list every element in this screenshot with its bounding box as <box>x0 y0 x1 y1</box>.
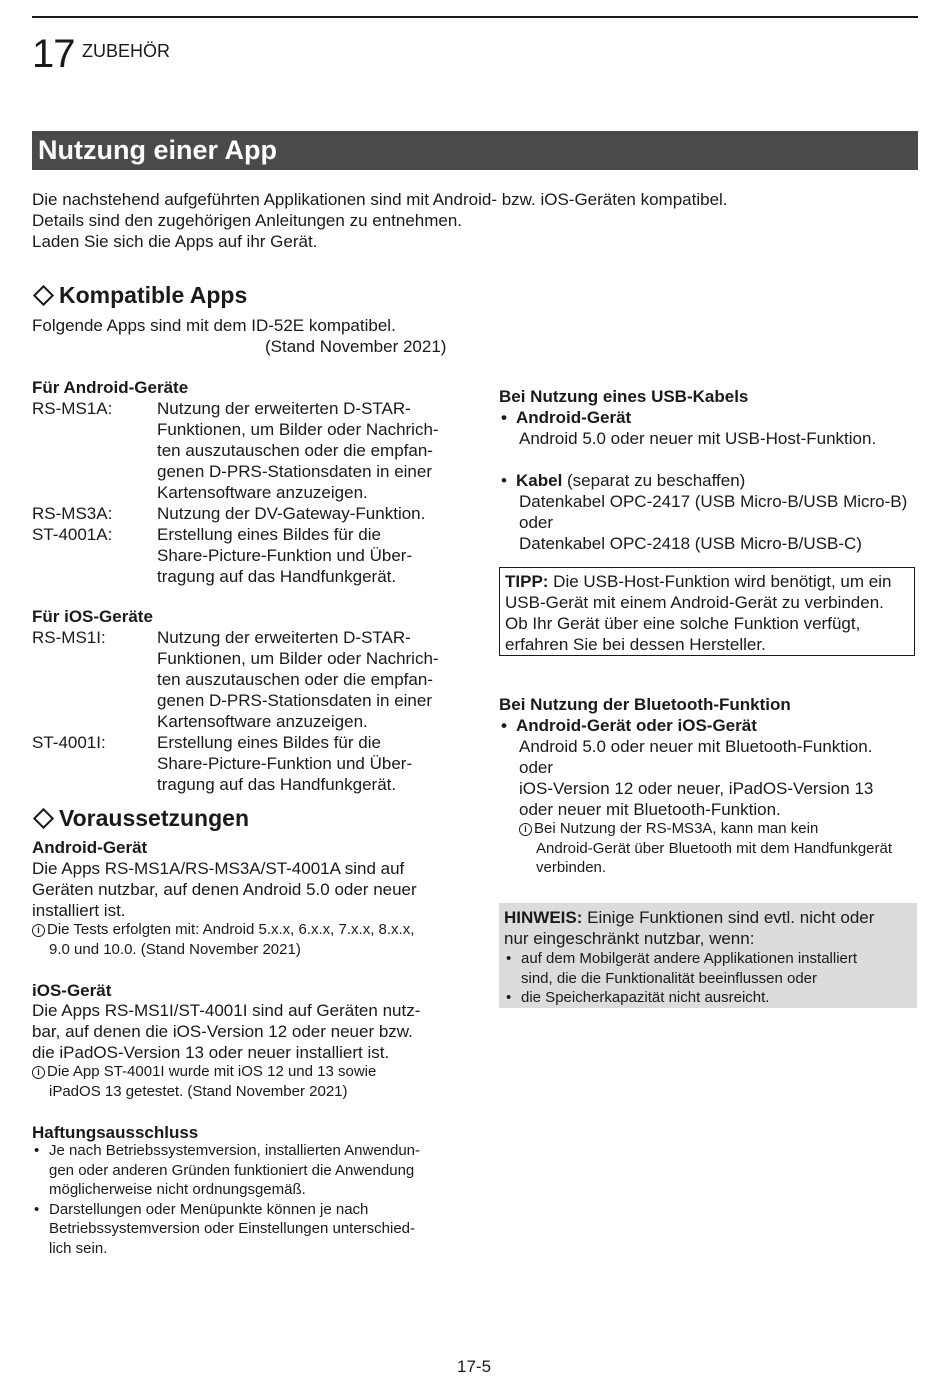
hinweis-box <box>499 903 917 1008</box>
chapter-title: ZUBEHÖR <box>82 41 171 61</box>
app-desc-line: ten auszutauschen oder die empfan- <box>157 670 433 689</box>
text-line: Datenkabel OPC-2417 (USB Micro-B/USB Micro-B) <box>519 492 908 511</box>
usb-heading: Bei Nutzung eines USB-Kabels <box>499 387 749 406</box>
bullet-line: • auf dem Mobilgerät andere Applikationen installiert <box>521 950 858 967</box>
usb-android-label: • Android-Gerät <box>499 407 907 428</box>
app-desc-line: Nutzung der erweiterten D-STAR- <box>157 628 411 647</box>
text-line: Android 5.0 oder neuer mit Bluetooth-Funktion. <box>519 737 873 756</box>
app-entry-rs-ms3a <box>32 503 452 524</box>
usb-kabel-label: Kabel <box>516 471 563 490</box>
bullet-line: Betriebssystemversion oder Einstellungen unterschied- <box>49 1220 416 1237</box>
note-line: 9.0 und 10.0. (Stand November 2021) <box>49 940 301 958</box>
bullet-line: lich sein. <box>49 1239 108 1257</box>
app-name: RS-MS1I: <box>32 628 106 647</box>
app-entry-rs-ms1i <box>32 627 452 732</box>
intro-text <box>32 189 728 252</box>
page-number: 17-5 <box>457 1357 492 1376</box>
app-desc-line: Share-Picture-Funktion und Über- <box>157 546 413 565</box>
info-icon: i <box>32 924 45 937</box>
hinweis-text: Einige Funktionen sind evtl. nicht oder <box>582 908 875 927</box>
text-line: bar, auf denen die iOS-Version 12 oder neuer bzw. <box>32 1022 413 1041</box>
hinweis-label: HINWEIS: <box>504 908 583 927</box>
app-desc-line: tragung auf das Handfunkgerät. <box>157 775 397 794</box>
usb-kabel-suffix: (separat zu beschaffen) <box>562 471 746 490</box>
tip-label: TIPP: <box>505 572 549 591</box>
text-line: Geräten nutzbar, auf denen Android 5.0 oder neuer <box>32 880 417 899</box>
compat-heading <box>32 282 247 309</box>
ios-device-text <box>32 1000 420 1063</box>
bullet-line: gen oder anderen Gründen funktioniert die Anwendung <box>49 1161 415 1179</box>
list-item <box>32 1200 420 1259</box>
app-desc-line: Funktionen, um Bilder oder Nachrich- <box>157 420 439 439</box>
bt-section <box>499 715 873 820</box>
android-device-heading: Android-Gerät <box>32 838 148 857</box>
text-line: die iPadOS-Version 13 oder neuer installiert ist. <box>32 1043 390 1062</box>
text-line: Datenkabel OPC-2418 (USB Micro-B/USB-C) <box>519 534 862 553</box>
app-desc-line: Kartensoftware anzuzeigen. <box>157 712 368 731</box>
bullet-line: • Je nach Betriebssystemversion, installierten Anwendun- <box>49 1142 421 1159</box>
app-desc-line: Nutzung der DV-Gateway-Funktion. <box>157 504 426 523</box>
text-line: Die Apps RS-MS1I/ST-4001I sind auf Geräten nutz- <box>32 1001 421 1020</box>
app-entry-rs-ms1a <box>32 398 452 503</box>
android-heading: Für Android-Geräte <box>32 378 189 397</box>
app-name: ST-4001I: <box>32 733 106 752</box>
app-name: RS-MS1A: <box>32 399 113 418</box>
tip-line: USB-Gerät mit einem Android-Gerät zu verbinden. <box>505 593 884 612</box>
android-app-list <box>32 398 452 587</box>
compat-text: Folgende Apps sind mit dem ID-52E kompatibel. <box>32 316 396 335</box>
bullet-line: sind, die die Funktionalität beeinflussen oder <box>521 969 818 987</box>
app-name: RS-MS3A: <box>32 504 113 523</box>
note-line: verbinden. <box>536 859 607 876</box>
ios-device-heading: iOS-Gerät <box>32 981 112 1000</box>
text-line: oder <box>519 513 554 532</box>
list-item <box>32 1141 420 1200</box>
intro-line: Details sind den zugehörigen Anleitungen zu entnehmen. <box>32 211 463 230</box>
note-line: Bei Nutzung der RS-MS3A, kann man kein <box>534 820 819 837</box>
android-device-text <box>32 858 417 921</box>
app-desc-line: Erstellung eines Bildes für die <box>157 525 381 544</box>
note-line: Android-Gerät über Bluetooth mit dem Handfunkgerät <box>536 839 893 857</box>
hinweis-text: nur eingeschränkt nutzbar, wenn: <box>504 929 755 948</box>
text-line: oder <box>519 758 554 777</box>
usb-section <box>499 407 907 554</box>
compat-heading-text: Kompatible Apps <box>59 282 248 308</box>
intro-line: Laden Sie sich die Apps auf ihr Gerät. <box>32 232 318 251</box>
app-desc-line: Kartensoftware anzuzeigen. <box>157 483 368 502</box>
note-line: iPadOS 13 getestet. (Stand November 2021) <box>49 1082 348 1100</box>
usb-android-text: Android 5.0 oder neuer mit USB-Host-Funktion. <box>519 429 877 448</box>
chapter-number: 17 <box>32 32 75 76</box>
tip-line: erfahren Sie bei dessen Hersteller. <box>505 635 766 654</box>
header-rule <box>32 16 918 18</box>
app-desc-line: tragung auf das Handfunkgerät. <box>157 567 397 586</box>
ios-app-list <box>32 627 452 795</box>
haftung-heading: Haftungsausschluss <box>32 1123 199 1142</box>
bt-label: • Android-Gerät oder iOS-Gerät <box>499 715 873 736</box>
list-item <box>504 988 874 1008</box>
note-line: Die App ST-4001I wurde mit iOS 12 und 13 sowie <box>47 1063 377 1080</box>
app-desc-line: genen D-PRS-Stationsdaten in einer <box>157 462 432 481</box>
diamond-icon <box>33 285 54 306</box>
voraus-heading-text: Voraussetzungen <box>59 805 249 831</box>
note-line: Die Tests erfolgten mit: Android 5.x.x, 6.x.x, 7.x.x, 8.x.x, <box>47 921 415 938</box>
compat-date: (Stand November 2021) <box>265 337 447 356</box>
app-desc-line: Funktionen, um Bilder oder Nachrich- <box>157 649 439 668</box>
haftung-list <box>32 1141 420 1258</box>
list-item <box>504 949 874 988</box>
text-line: oder neuer mit Bluetooth-Funktion. <box>519 800 781 819</box>
app-desc-line: Share-Picture-Funktion und Über- <box>157 754 413 773</box>
app-entry-st-4001a <box>32 524 452 587</box>
info-icon: i <box>32 1066 45 1079</box>
tip-text: Die USB-Host-Funktion wird benötigt, um ein <box>548 572 892 591</box>
bt-heading: Bei Nutzung der Bluetooth-Funktion <box>499 695 791 714</box>
app-desc-line: Nutzung der erweiterten D-STAR- <box>157 399 411 418</box>
tip-line: Ob Ihr Gerät über eine solche Funktion verfügt, <box>505 614 861 633</box>
bt-note <box>519 819 892 878</box>
ios-device-note <box>32 1062 376 1101</box>
section-title: Nutzung einer App <box>38 135 277 165</box>
app-entry-st-4001i <box>32 732 452 795</box>
text-line: iOS-Version 12 oder neuer, iPadOS-Version 13 <box>519 779 874 798</box>
ios-heading: Für iOS-Geräte <box>32 607 153 626</box>
bullet-line: • die Speicherkapazität nicht ausreicht. <box>521 989 770 1006</box>
voraus-heading <box>32 805 249 832</box>
tip-box <box>499 567 915 656</box>
bullet-line: • Darstellungen oder Menüpunkte können je nach <box>49 1200 369 1218</box>
text-line: Die Apps RS-MS1A/RS-MS3A/ST-4001A sind auf <box>32 859 405 878</box>
android-device-note <box>32 920 414 959</box>
intro-line: Die nachstehend aufgeführten Applikationen sind mit Android- bzw. iOS-Geräten kompatibel. <box>32 190 728 209</box>
app-desc-line: genen D-PRS-Stationsdaten in einer <box>157 691 432 710</box>
app-name: ST-4001A: <box>32 525 113 544</box>
app-desc-line: Erstellung eines Bildes für die <box>157 733 381 752</box>
section-title-bar <box>32 131 918 170</box>
bullet-line: möglicherweise nicht ordnungsgemäß. <box>49 1181 306 1198</box>
info-icon: i <box>519 823 532 836</box>
text-line: installiert ist. <box>32 901 126 920</box>
app-desc-line: ten auszutauschen oder die empfan- <box>157 441 433 460</box>
usb-kabel-item <box>499 470 907 491</box>
diamond-icon <box>33 808 54 829</box>
